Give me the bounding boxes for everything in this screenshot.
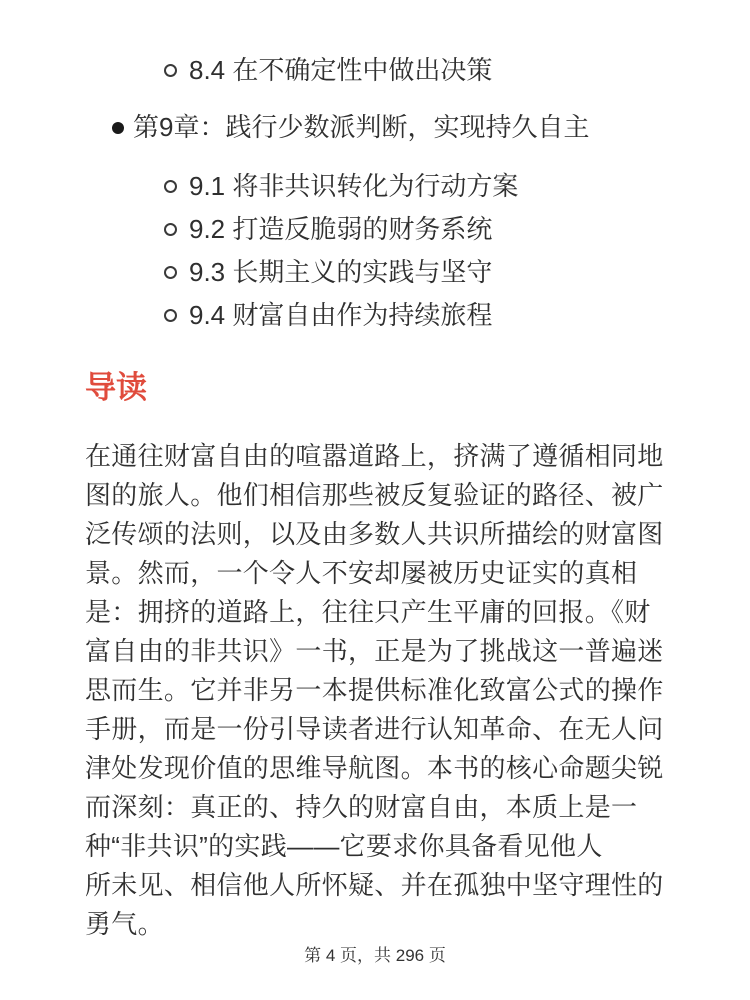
disc-bullet-icon (112, 122, 124, 134)
circle-bullet-icon (164, 64, 177, 77)
toc-item-label: 第9章：践行少数派判断，实现持久自主 (133, 112, 590, 142)
section-heading: 导读 (85, 370, 147, 405)
page-footer (0, 946, 750, 966)
toc-item-9-3 (0, 251, 750, 294)
body-text-line: 富自由的非共识》一书，正是为了挑战这一普遍迷 (85, 636, 664, 666)
circle-bullet-icon (164, 266, 177, 279)
toc-item-label: 9.2 打造反脆弱的财务系统 (189, 214, 493, 244)
circle-bullet-icon (164, 180, 177, 193)
body-text-line: 在通往财富自由的喧嚣道路上，挤满了遵循相同地 (85, 441, 664, 471)
toc-item-8-4 (0, 49, 750, 92)
toc-item-9-2 (0, 208, 750, 251)
toc-item-label: 9.1 将非共识转化为行动方案 (189, 171, 519, 201)
circle-bullet-icon (164, 223, 177, 236)
toc-item-chapter-9 (0, 106, 750, 149)
circle-bullet-icon (164, 309, 177, 322)
body-text-line: 手册，而是一份引导读者进行认知革命、在无人问 (85, 714, 664, 744)
body-text-line: 津处发现价值的思维导航图。本书的核心命题尖锐 (85, 753, 664, 783)
body-text-line: 景。然而，一个令人不安却屡被历史证实的真相 (85, 558, 638, 588)
body-text-line: 思而生。它并非另一本提供标准化致富公式的操作 (85, 675, 664, 705)
body-text-line: 图的旅人。他们相信那些被反复验证的路径、被广 (85, 480, 664, 510)
toc-item-label: 8.4 在不确定性中做出决策 (189, 55, 493, 85)
body-text-line: 而深刻：真正的、持久的财富自由，本质上是一 (85, 792, 638, 822)
toc-item-9-1 (0, 165, 750, 208)
body-text-line: 泛传颂的法则，以及由多数人共识所描绘的财富图 (85, 519, 664, 549)
toc-item-label: 9.3 长期主义的实践与坚守 (189, 257, 493, 287)
toc-item-label: 9.4 财富自由作为持续旅程 (189, 300, 493, 330)
body-text-line: 勇气。 (85, 909, 164, 939)
body-paragraph (85, 437, 750, 944)
table-of-contents (0, 0, 750, 337)
toc-item-9-4 (0, 294, 750, 337)
page-indicator: 第 4 页，共 296 页 (304, 946, 446, 965)
body-text-line: 所未见、相信他人所怀疑、并在孤独中坚守理性的 (85, 870, 664, 900)
body-text-line: 是：拥挤的道路上，往往只产生平庸的回报。《财 (85, 597, 651, 627)
body-text-line: 种“非共识”的实践——它要求你具备看见他人 (85, 831, 603, 861)
